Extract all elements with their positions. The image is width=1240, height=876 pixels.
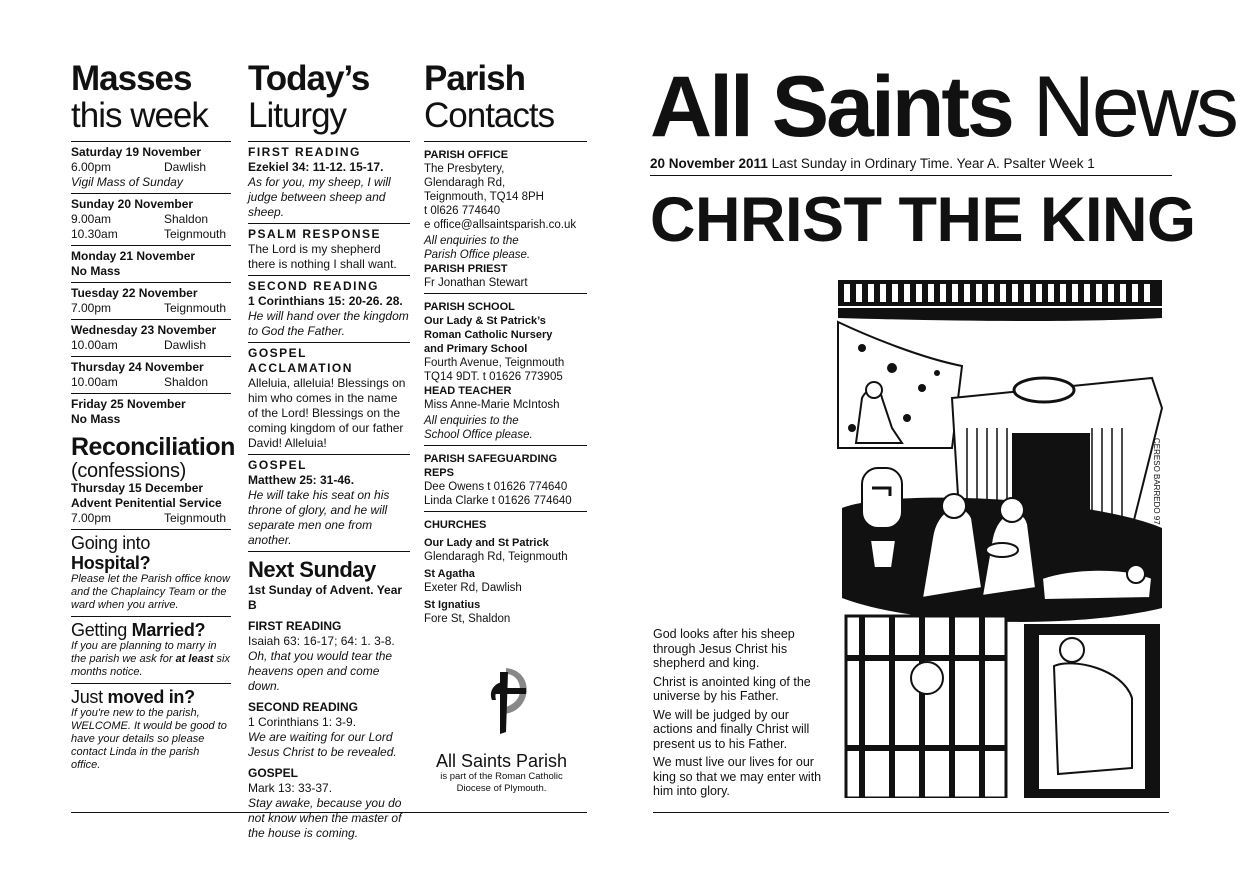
safeguarding-reps: PARISH SAFEGUARDING REPS Dee Owens t 01626 774640 Linda Clarke t 01626 774640 [424, 453, 572, 507]
liturgy-first-reading: FIRST READING Ezekiel 34: 11-12. 15-17. As for you, my sheep, I will judge between sheep and sheep. [248, 145, 391, 219]
parish-school: PARISH SCHOOL Our Lady & St Patrick’s Roman Catholic Nursery and Primary School Fourth Avenue, Teignmouth TQ14 9DT. t 01626 773905 HEAD TEACHER Miss Anne-Marie McIntosh All enquiries to the School Office please. [424, 301, 565, 441]
newsletter-title: All Saints News [650, 59, 1236, 155]
bottom-rule-left [71, 812, 587, 813]
mass-day: Tuesday 22 November 7.00pm Teignmouth [71, 286, 227, 315]
masses-heading: Masses this week [71, 59, 208, 135]
dateline: 20 November 2011 Last Sunday in Ordinary Time. Year A. Psalter Week 1 [650, 156, 1172, 176]
mass-day: Monday 21 November No Mass [71, 249, 196, 278]
parish-logo: All Saints Parish is part of the Roman Catholic Diocese of Plymouth. [424, 660, 579, 795]
mass-schedule [71, 141, 231, 430]
christ-the-king-illustration [832, 278, 1172, 803]
mass-day: Friday 25 November No Mass [71, 397, 186, 426]
liturgy-second-reading: SECOND READING 1 Corinthians 15: 20-26. 28. He will hand over the kingdom to God the Father. [248, 279, 409, 338]
masthead [650, 59, 1236, 255]
parish-office: PARISH OFFICE The Presbytery, Glendaragh Rd, Teignmouth, TQ14 8PH t 0l626 774640 e office@allsaintsparish.co.uk All enquiries to the Parish Office please. PARISH PRIEST Fr Jonathan Stewart [424, 149, 577, 289]
liturgy-acclamation: GOSPEL ACCLAMATION Alleluia, alleluia! Blessings on him who comes in the name of the Lord! Blessings on the coming kingdom of our father David! Alleluia! [248, 346, 406, 450]
next-sunday-section: Next Sunday 1st Sunday of Advent. Year B FIRST READING Isaiah 63: 16-17; 64: 1. 3-8. Oh, that you would tear the heavens open and come down. SECOND READING 1 Corinthians 1: 3-9. We are waiting for our Lord Jesus Christ to be revealed. GOSPEL Mark 13: 33-37. Stay awake, because you do not know when the master of the house is coming. [248, 557, 403, 840]
mass-day: Sunday 20 November 9.00am Shaldon 10.30am Teignmouth [71, 197, 227, 241]
contacts-heading: Parish Contacts [424, 59, 555, 135]
liturgy-column [248, 60, 410, 841]
reflection-text: God looks after his sheep through Jesus Christ his shepherd and king. Christ is anointed king of the universe by his Father. We will be judged by our actions and finally Christ will present us to his Father. We must live our lives for our king so that we may enter with him into glory. [653, 627, 822, 798]
moved-notice: Just moved in? If you're new to the parish, WELCOME. It would be good to have your details so please contact Linda in the parish office. [71, 687, 227, 771]
liturgy-psalm: PSALM RESPONSE The Lord is my shepherd there is nothing I shall want. [248, 227, 397, 271]
liturgy-gospel: GOSPEL Matthew 25: 31-46. He will take his seat on his throne of glory, and he will separate men one from another. [248, 458, 390, 547]
bottom-rule-right [653, 812, 1169, 813]
mass-day: Saturday 19 November 6.00pm Dawlish Vigil Mass of Sunday [71, 145, 207, 189]
contacts-column [424, 60, 587, 629]
masses-column [71, 59, 235, 776]
cross-logo-icon [462, 660, 542, 740]
artist-signature: CERESO BARREDO 97 [1152, 438, 1161, 525]
churches-list: CHURCHES Our Lady and St Patrick Glendaragh Rd, Teignmouth St Agatha Exeter Rd, Dawlish St Ignatius Fore St, Shaldon [424, 519, 568, 625]
married-notice: Getting Married? If you are planning to marry in the parish we ask for at least six months notice. [71, 620, 230, 678]
liturgy-heading: Today’s Liturgy [248, 59, 370, 135]
reconciliation-section: Reconciliation (confessions) Thursday 15 December Advent Penitential Service 7.00pm Teignmouth [71, 433, 235, 525]
hospital-notice: Going into Hospital? Please let the Parish office know and the Chaplaincy Team or the ward when you arrive. [71, 533, 230, 611]
mass-day: Wednesday 23 November 10.00am Dawlish [71, 323, 217, 352]
mass-day: Thursday 24 November 10.00am Shaldon [71, 360, 209, 389]
feast-title: CHRIST THE KING [650, 185, 1196, 255]
